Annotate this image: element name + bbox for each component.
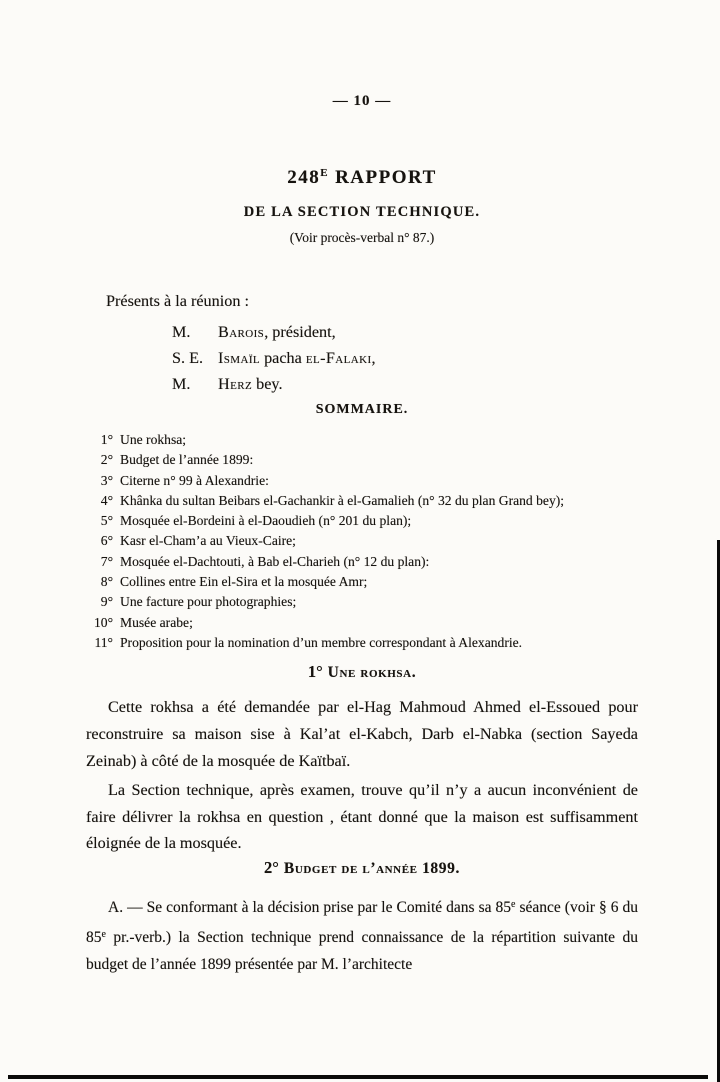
sommaire-item — [86, 471, 644, 491]
section-1-number: 1° — [307, 662, 323, 681]
sommaire-item-text: Kasr el-Cham’a au Vieux-Caire; — [120, 533, 296, 549]
report-title-word: RAPPORT — [335, 167, 437, 188]
report-number: 248 — [287, 167, 321, 188]
attendee-line — [172, 371, 376, 397]
sommaire-item — [86, 572, 644, 592]
sommaire-item-number: 10° — [93, 614, 113, 630]
attendee-text: pacha — [260, 349, 306, 367]
attendee-name: el-Falaki — [305, 349, 372, 367]
attendee-name: Herz — [218, 375, 253, 393]
section-1-title: Une rokhsa. — [327, 664, 417, 681]
paragraph-rokhsa-request: Cette rokhsa a été demandée par el-Hag Mahmoud Ahmed el-Essoued pour reconstruire sa maison sise à Kal’at el-Kabch, Darb el-Nabka (section Sayeda Zeinab) à côté de la mosquée de Kaïtbaï. — [86, 698, 638, 770]
sommaire-item-number: 2° — [100, 452, 113, 468]
report-subtitle: DE LA SECTION TECHNIQUE. — [243, 204, 481, 220]
sommaire-item-text: Citerne n° 99 à Alexandrie: — [120, 472, 269, 488]
sommaire-item-text: Musée arabe; — [120, 614, 193, 630]
sommaire-item-number: 5° — [100, 513, 113, 529]
section-2-title: Budget de l’année 1899. — [283, 860, 460, 877]
sommaire-item-number: 8° — [100, 574, 113, 590]
attendance-block — [106, 292, 376, 397]
section-2-number: 2° — [264, 858, 279, 877]
paragraph-budget-text: pr.-verb.) la Section technique prend connaissance de la répartition suivante du budget de l’année 1899 présentée par M. l’architecte — [86, 929, 638, 973]
sommaire-item — [86, 633, 644, 653]
sommaire-item-text: Budget de l’année 1899: — [120, 452, 254, 468]
attendee-text: , — [371, 349, 376, 367]
scan-edge-artifact-bottom — [8, 1075, 708, 1079]
sommaire-item-text: Collines entre Ein el-Sira et la mosquée Amr; — [120, 574, 368, 590]
proces-verbal-reference: (Voir procès-verbal n° 87.) — [289, 230, 435, 245]
sommaire-item — [86, 613, 644, 633]
sommaire-item-text: Proposition pour la nomination d’un membre correspondant à Alexandrie. — [120, 634, 523, 650]
paragraph-budget — [86, 891, 638, 978]
sommaire-item-number: 1° — [100, 432, 113, 447]
page-number: — 10 — — [332, 93, 392, 109]
sommaire-item-text: Une facture pour photographies; — [120, 594, 297, 610]
attendee-title: M. — [172, 323, 191, 341]
paragraph-rokhsa-decision: La Section technique, après examen, trouve qu’il n’y a aucun inconvénient de faire délivrer la rokhsa en question , étant donné que la maison est suffisamment éloignée de la mosquée. — [86, 781, 638, 852]
sommaire-item-number: 7° — [100, 553, 113, 569]
sommaire-item — [86, 531, 644, 551]
sommaire-item — [86, 511, 644, 531]
sommaire-item — [86, 430, 644, 450]
attendee-name: Barois — [218, 323, 265, 341]
sommaire-item-number: 6° — [100, 533, 113, 549]
sommaire-item-text: Mosquée el-Dachtouti, à Bab el-Charieh (n° 12 du plan): — [120, 553, 430, 569]
sommaire-item-text: Khânka du sultan Beibars el-Gachankir à el-Gamalieh (n° 32 du plan Grand bey); — [120, 492, 565, 508]
sommaire-item-number: 9° — [100, 594, 113, 610]
section-2-heading — [86, 858, 638, 878]
ordinal-superscript: e — [511, 899, 516, 910]
attendance-intro: Présents à la réunion : — [106, 292, 249, 310]
sommaire-item-number: 3° — [100, 472, 113, 488]
attendee-title: S. E. — [172, 349, 204, 367]
sommaire-item — [86, 592, 644, 612]
report-title — [86, 167, 638, 189]
section-1-heading — [86, 662, 638, 682]
sommaire-item — [86, 491, 644, 511]
paragraph-budget-text: séance (voir § 6 du 85 — [86, 899, 638, 946]
sommaire-list — [86, 430, 644, 653]
sommaire-item-number: 4° — [100, 492, 113, 508]
ordinal-superscript: e — [101, 929, 106, 940]
attendee-line — [172, 319, 376, 345]
sommaire-item — [86, 450, 644, 470]
sommaire-heading: SOMMAIRE. — [315, 402, 409, 417]
sommaire-item-number: 11° — [94, 634, 113, 650]
attendee-name: Ismaïl — [218, 349, 261, 367]
paragraph-budget-text: A. — Se conformant à la décision prise par le Comité dans sa 85 — [108, 899, 512, 916]
sommaire-item-text: Une rokhsa; — [120, 432, 187, 447]
attendee-text: , président, — [264, 323, 336, 341]
attendee-text: bey. — [252, 375, 283, 393]
page-content — [86, 0, 638, 1082]
attendee-title: M. — [172, 375, 191, 393]
sommaire-item-text: Mosquée el-Bordeini à el-Daoudieh (n° 201 du plan); — [120, 513, 412, 529]
sommaire-item — [86, 552, 644, 572]
report-number-exponent: E — [320, 167, 329, 179]
attendee-line — [172, 345, 376, 371]
